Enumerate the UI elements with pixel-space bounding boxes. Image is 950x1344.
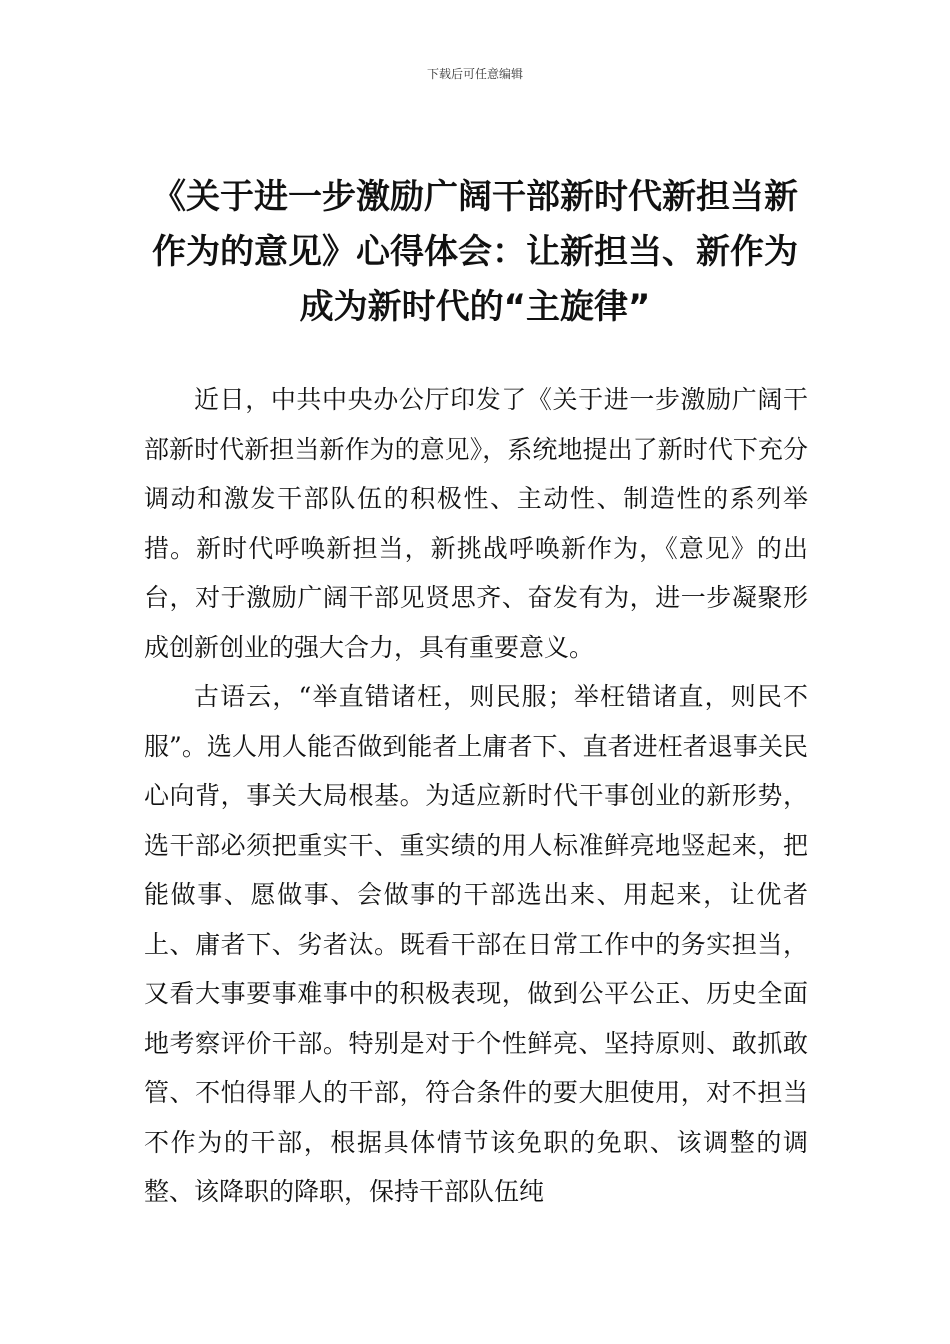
document-title: 《关于进一步激励广阔干部新时代新担当新作为的意见》心得体会：让新担当、新作为成为新时代的“主旋律” bbox=[152, 177, 798, 327]
paragraph-2: 古语云，“举直错诸枉，则民服；举枉错诸直，则民不服”。选人用人能否做到能者上庸者下、直者进枉者退事关民心向背，事关大局根基。为适应新时代干事创业的新形势，选干部必须把重实干、重实绩的用人标准鲜亮地竖起来，把能做事、愿做事、会做事的干部选出来、用起来，让优者上、庸者下、劣者汰。既看干部在日常工作中的务实担当，又看大事要事难事中的积极表现，做到公平公正、历史全面地考察评价干部。特别是对于个性鲜亮、坚持原则、敢抓敢管、不怕得罪人的干部，符合条件的要大胆使用，对不担当不作为的干部，根据具体情节该免职的免职、该调整的调整、该降职的降职，保持干部队伍纯 bbox=[144, 682, 808, 1206]
paragraph-1: 近日，中共中央办公厅印发了《关于进一步激励广阔干部新时代新担当新作为的意见》，系统地提出了新时代下充分调动和激发干部队伍的积极性、主动性、制造性的系列举措。新时代呼唤新担当，新挑战呼唤新作为，《意见》的出台，对于激励广阔干部见贤思齐、奋发有为，进一步凝聚形成创新创业的强大合力，具有重要意义。 bbox=[144, 385, 808, 662]
header-note: 下载后可任意编辑 bbox=[426, 67, 523, 81]
document-body bbox=[144, 375, 808, 1217]
